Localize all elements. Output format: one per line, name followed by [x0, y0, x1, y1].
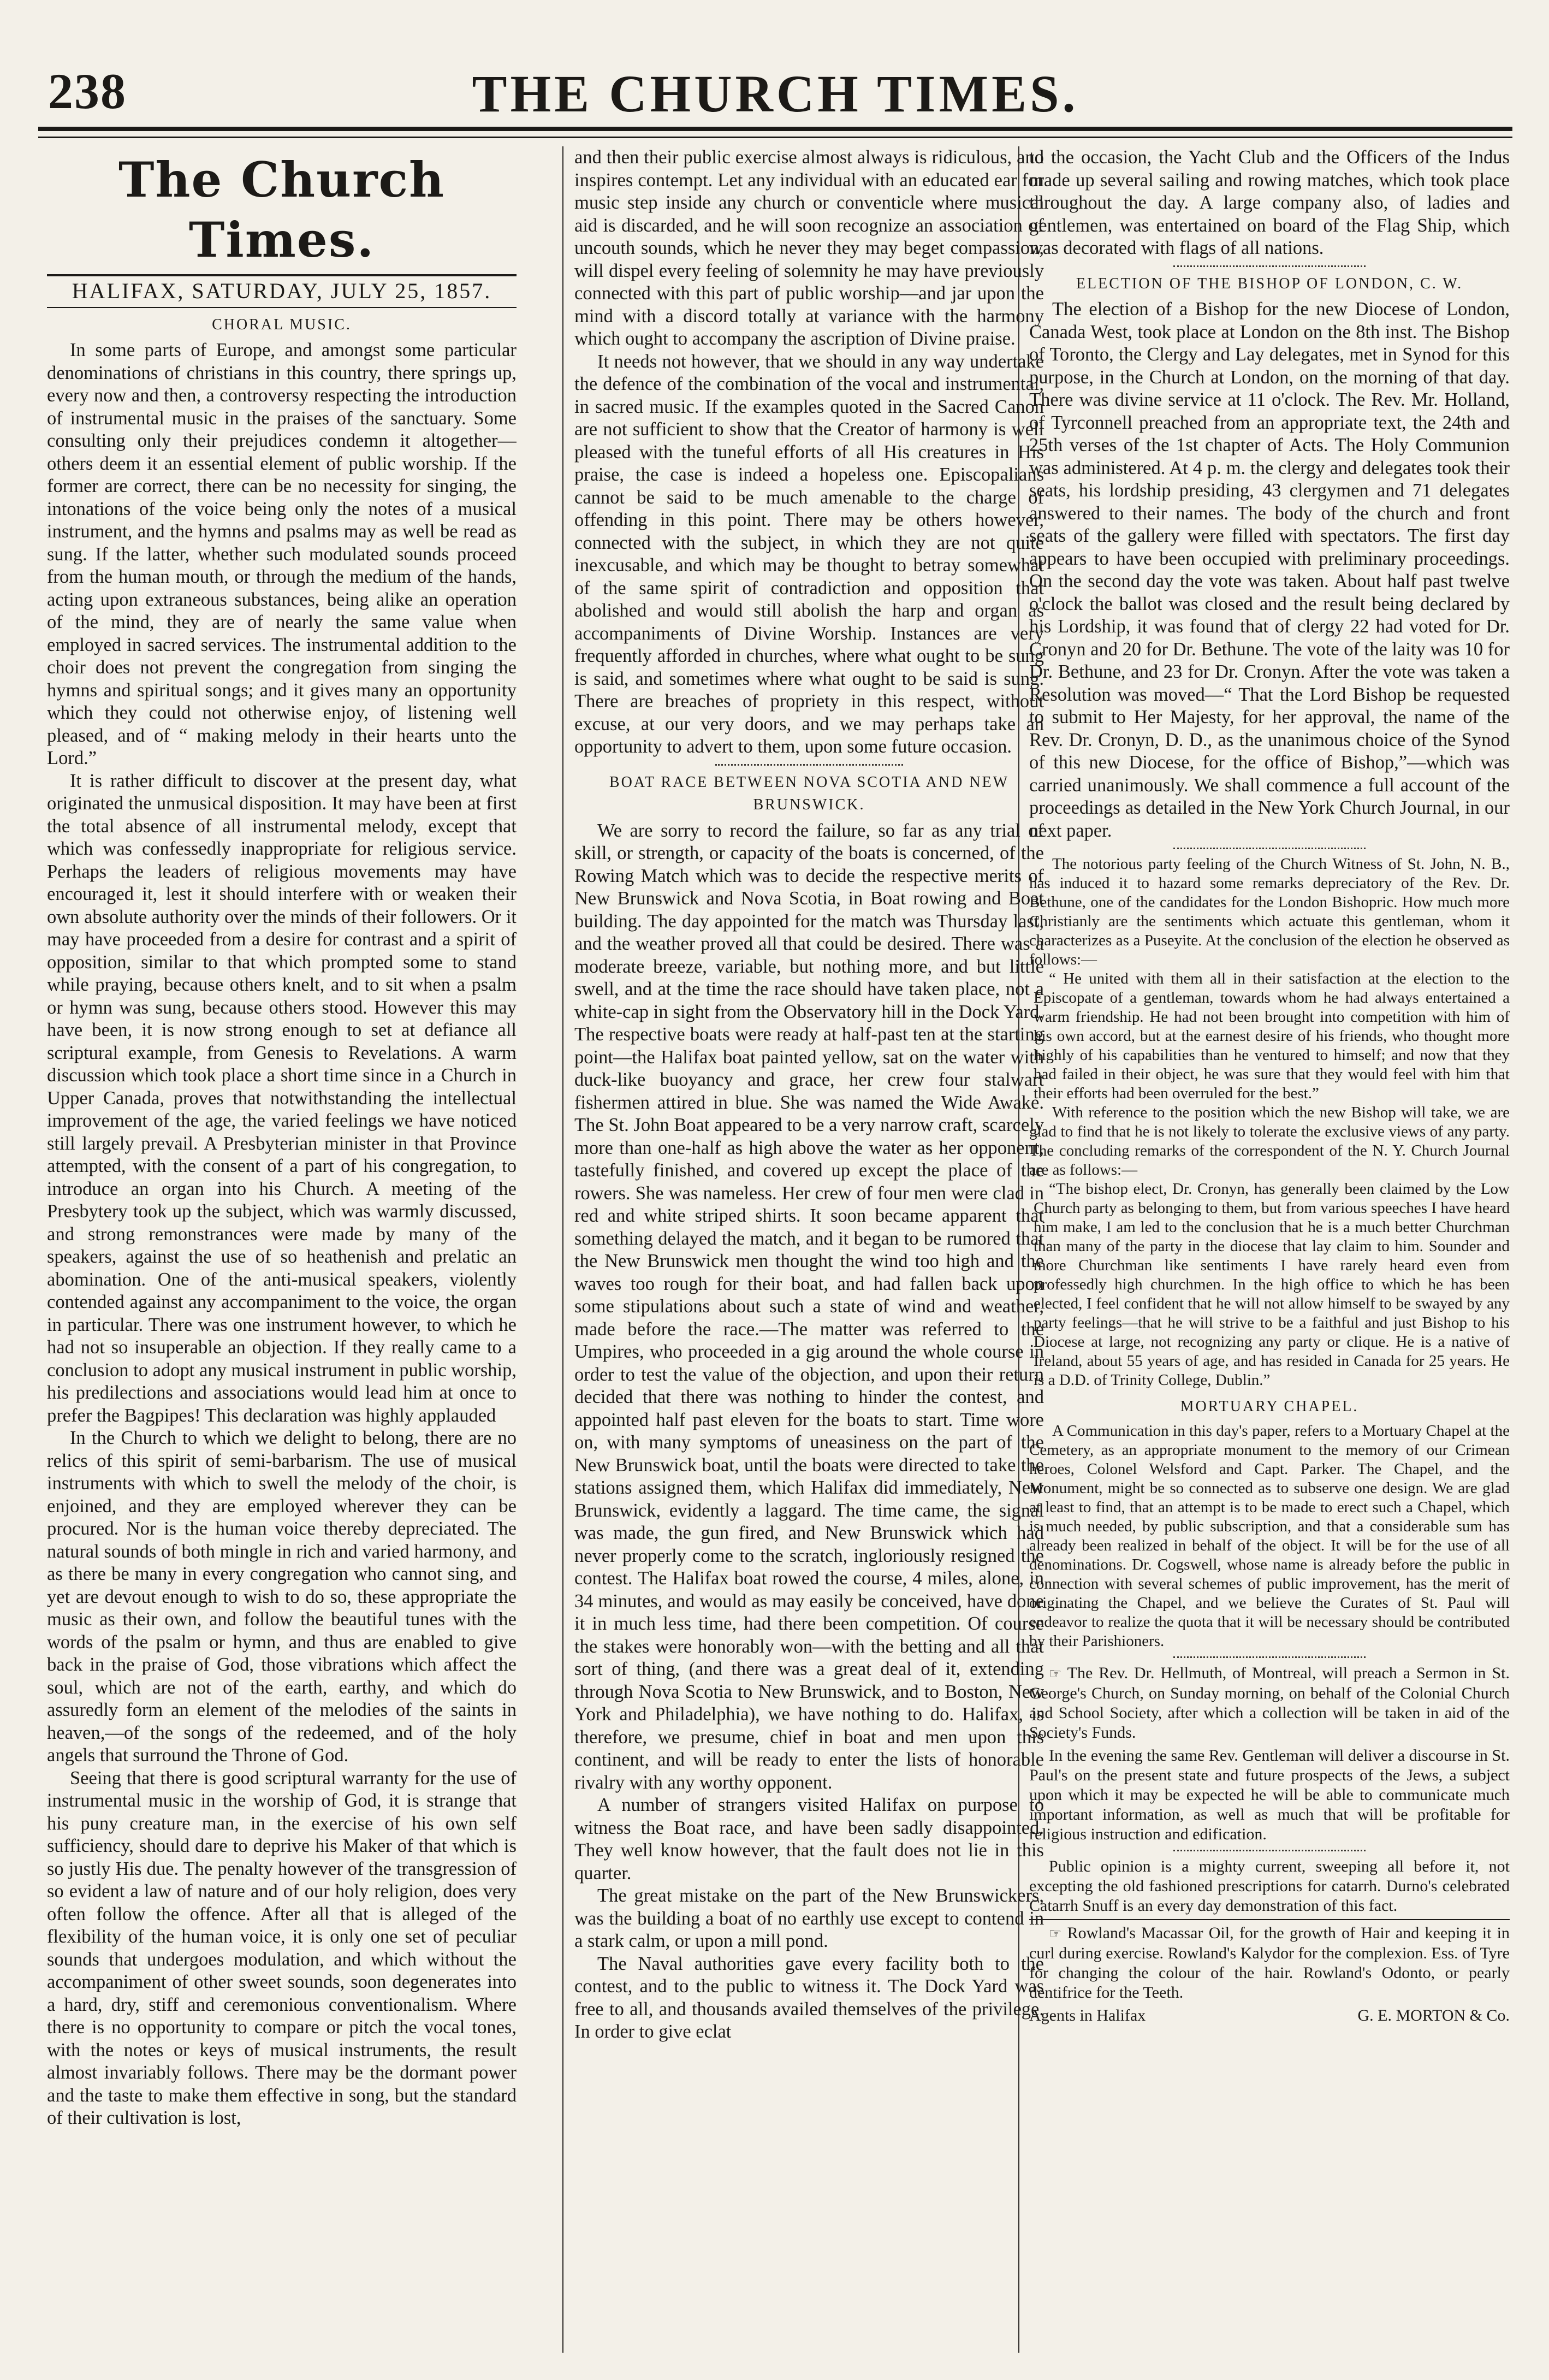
rule	[47, 307, 517, 308]
paragraph: In the Church to which we delight to belong, there are no relics of this spirit of semi-barbarism. The use of musical instruments with which to swell the melody of the choir, is enjoined, and they are employed wherever they can be procured. Nor is the human voice thereby depreciated. The natural sounds of both mingle in rich and varied harmony, and as there be many in every congregation who cannot sing, and yet are devout enough to wish to do so, these appropriate the music as their own, and follow the beautiful tunes with the words of the psalm or hymn, and thus are enabled to give back in the praise of God, those vibrations which affect the soul, which are not of the earth, earthy, and which do assuredly form an element of the melodies of the saints in heaven,—of the songs of the redeemed, and of the holy angels that surround the Throne of God.	[47, 1428, 517, 1766]
paragraph: With reference to the position which the new Bishop will take, we are glad to find that he is not likely to tolerate the exclusive views of any party. The concluding remarks of the correspondent of the N. Y. Church Journal are as follows:—	[1029, 1104, 1510, 1179]
block-quote: “The bishop elect, Dr. Cronyn, has generally been claimed by the Low Church party as belonging to them, but from various speeches I have heard him make, I am led to the conclusion that he is a much better Churchman than many of the party in the diocese that lay claim to him. Sounder and more Churchman like sentiments I have rarely heard even from professedly high churchmen. In the high office to which he has been elected, I feel confident that he will not allow himself to be swayed by any party feelings—that he will strive to be a faithful and just Bishop to his Diocese at large, not recognizing any party or clique. He is a native of Ireland, about 55 years of age, and has resided in Canada for 25 years. He is a D.D. of Trinity College, Dublin.”	[1034, 1180, 1510, 1389]
notice: In the evening the same Rev. Gentleman will deliver a discourse in St. Paul's on the present state and future prospects of the Jews, a subject upon which it may be expected he will be able to communicate much important information, as well as much that will be profitable for religious instruction and edification.	[1029, 1746, 1510, 1843]
pointing-hand-icon: ☞	[1049, 1925, 1062, 1942]
paragraph: The Naval authorities gave every facility both to the contest, and to the public to witness it. The Dock Yard was free to all, and thousands availed themselves of the privilege. In order to give eclat	[574, 1953, 1044, 2042]
section-divider	[1173, 265, 1366, 267]
masthead	[38, 60, 1512, 126]
notice	[1029, 1663, 1510, 1743]
notice: Public opinion is a mighty current, sweeping all before it, not excepting the old fashioned prescriptions for catarrh. Durno's celebrated Catarrh Snuff is an every day demonstration of this fact.	[1029, 1857, 1510, 1915]
paragraph: We are sorry to record the failure, so far as any trial of skill, or strength, or capacity of the boats is concerned, of the Rowing Match which was to decide the respective merits of New Brunswick and Nova Scotia, in Boat rowing and Boat building. The day appointed for the match was Thursday last, and the weather proved all that could be desired. There was a moderate breeze, variable, but nothing more, and but little swell, and at the time the race should have taken place, not a white-cap in sight from the Observatory hill in the Dock Yard. The respective boats were ready at half-past ten at the starting point—the Halifax boat painted yellow, sat on the water with duck-like buoyancy and grace, her crew four stalwart fishermen attired in blue. She was named the Wide Awake. The St. John Boat appeared to be a very narrow craft, scarcely more than one-half as high above the water as her opponent, tastefully finished, and covered up except the place of the rowers. She was nameless. Her crew of four men were clad in red and white striped shirts. It soon became apparent that something delayed the match, and it began to be rumored that the New Brunswick men thought the wind too high and the waves too rough for their boat, and had fallen back upon some stipulations about such a state of wind and weather, made before the race.—The matter was referred to the Umpires, who proceeded in a gig around the whole course in order to test the value of the objection, and upon their return decided that there was nothing to hinder the contest, and appointed half past eleven for the boats to start. Time wore on, with many symptoms of uneasiness on the part of the New Brunswick boat, until the boats were directed to take the stations assigned them, which Halifax did immediately, New Brunswick, evidently a laggard. The time came, the signal was made, the gun fired, and New Brunswick which had never properly come to the scratch, ingloriously resigned the contest. The Halifax boat rowed the course, 4 miles, alone, in 34 minutes, and would as may easily be conceived, have done it in much less time, had there been competition. Of course the stakes were honorably won—with the betting and all that sort of thing, (and there was a great deal of it, extending through Nova Scotia to New Brunswick, and to Boston, New York and Philadelphia), we have nothing to do. Halifax, is therefore, we presume, chief in boat and men upon this continent, and will be ready to enter the lists of honorable rivalry with any worthy opponent.	[574, 820, 1044, 1793]
paper-title: THE CHURCH TIMES.	[472, 64, 1079, 123]
agents-line	[1029, 2006, 1510, 2026]
paragraph: The election of a Bishop for the new Diocese of London, Canada West, took place at London on the 8th inst. The Bishop of Toronto, the Clergy and Lay delegates, met in Synod for this purpose, in the Church at London, on the morning of that day. There was divine service at 11 o'clock. The Rev. Mr. Holland, of Tyrconnell preached from an appropriate text, the 24th and 25th verses of the 1st chapter of Acts. The Holy Communion was administered. At 4 p. m. the clergy and delegates took their seats, his lordship presiding, 43 clergymen and 71 delegates answered to their names. The body of the church and front seats of the gallery were filled with spectators. The first day appears to have been occupied with preliminary proceedings. On the second day the vote was taken. About half past twelve o'clock the ballot was closed and the result being declared by his Lordship, it was found that of clergy 22 had voted for Dr. Cronyn and 20 for Dr. Bethune. The vote of the laity was 10 for Dr. Bethune, and 23 for Dr. Cronyn. After the vote was taken a Resolution was moved—“ That the Lord Bishop be requested to submit to Her Majesty, for her approval, the name of the Rev. Dr. Cronyn, D. D., as the unanimous choice of the Synod of this new Diocese, for the office of Bishop,”—which was carried unanimously. We shall commence a full account of the proceedings as detailed in the New York Church Journal, in our next paper.	[1029, 299, 1510, 841]
agents-label: Agents in Halifax	[1029, 2006, 1146, 2024]
paragraph: In some parts of Europe, and amongst some particular denominations of christians in this country, there springs up, every now and then, a controversy respecting the introduction of instrumental music in the praises of the sanctuary. Some consulting only their prejudices condemn it altogether—others deem it an essential element of public worship. If the former are correct, there can be no necessity for singing, the intonations of the voice being only the notes of a musical instrument, and the hymns and psalms may as well be read as sung. If the latter, whether such modulated sounds proceed from the human mouth, or through the medium of the hands, acting upon extraneous substances, being alike an operation of the mind, they are of nearly the same value when employed in sacred services. The instrumental addition to the choir does not prevent the congregation from singing the hymns and spiritual songs; and it gives many an opportunity which they could not otherwise enjoy, of listening well pleased, and of “ making melody in their hearts unto the Lord.”	[47, 340, 517, 768]
pointing-hand-icon: ☞	[1049, 1665, 1062, 1682]
nameplate: The Church Times.	[118, 151, 445, 268]
section-divider	[1173, 1656, 1366, 1658]
column-divider	[562, 146, 563, 2353]
notice-text: Rowland's Macassar Oil, for the growth of Hair and keeping it in curl during exercise. Rowland's Kalydor for the complexion. Ess. of Tyre for changing the colour of the hair. Rowland's Odonto, or pearly dentifrice for the Teeth.	[1029, 1923, 1510, 2002]
notice-text: The Rev. Dr. Hellmuth, of Montreal, will preach a Sermon in St. George's Church, on Sunday morning, on behalf of the Colonial Church and School Society, after which a collection will be taken in aid of the Society's Funds.	[1029, 1663, 1510, 1742]
paragraph: The notorious party feeling of the Church Witness of St. John, N. B., has induced it to hazard some remarks depreciatory of the Rev. Dr. Bethune, one of the candidates for the London Bishopric. How much more Christianly are the sentiments which actuate this gentleman, whom it characterizes as a Puseyite. At the conclusion of the election he observed as follows:—	[1029, 855, 1510, 968]
section-divider	[1173, 1850, 1366, 1851]
paragraph: and then their public exercise almost always is ridiculous, and inspires contempt. Let any individual with an educated ear for music step inside any church or conventicle where musical aid is discarded, and he will soon recognize an association of uncouth sounds, which he never they may beget compassion, will dispel every feeling of solemnity he may have previously connected with this part of public worship—and jar upon the mind with a discord totally at variance with the harmony which ought to accompany the ascription of Divine praise.	[574, 147, 1044, 349]
column-2	[574, 146, 1044, 2358]
dateline: HALIFAX, SATURDAY, JULY 25, 1857.	[72, 279, 492, 303]
paragraph: A number of strangers visited Halifax on purpose to witness the Boat race, and have been sadly disappointed. They well know however, that the fault does not lie in this quarter.	[574, 1795, 1044, 1884]
article-heading: CHORAL MUSIC.	[212, 316, 352, 333]
article-heading: MORTUARY CHAPEL.	[1180, 1398, 1359, 1415]
article-heading: ELECTION OF THE BISHOP OF LONDON, C. W.	[1076, 275, 1463, 292]
column-3	[1029, 146, 1510, 2358]
section-divider	[1173, 848, 1366, 849]
section-divider	[715, 764, 903, 766]
notice	[1029, 1923, 1510, 2003]
masthead-rule-thin	[38, 137, 1512, 138]
page-number: 238	[48, 63, 127, 119]
rule	[47, 274, 517, 276]
block-quote: “ He united with them all in their satisfaction at the election to the Episcopate of a gentleman, towards whom he had always entertained a warm friendship. He had not been brought into competition with him of his own accord, but at the earnest desire of his friends, who thought more highly of his capabilities than he ventured to himself; and now that they had failed in their object, he was sure that they would feel with him that their efforts had been overruled for the best.”	[1034, 970, 1510, 1102]
paragraph: to the occasion, the Yacht Club and the Officers of the Indus made up several sailing and rowing matches, which took place throughout the day. A large company also, of ladies and gentlemen, was entertained on board of the Flag Ship, which was decorated with flags of all nations.	[1029, 147, 1510, 258]
agents-name: G. E. MORTON & Co.	[1357, 2006, 1510, 2024]
masthead-rule	[38, 127, 1512, 131]
rule	[1029, 1919, 1510, 1920]
paragraph: A Communication in this day's paper, refers to a Mortuary Chapel at the Cemetery, as an appropriate monument to the memory of our Crimean heroes, Colonel Welsford and Capt. Parker. The Chapel, and the Monument, might be so connected as to subserve one design. We are glad at least to find, that an attempt is to be made to erect such a Chapel, which is much needed, by public subscription, and that a considerable sum has already been realized in behalf of the object. It will be for the use of all denominations. Dr. Cogswell, whose name is already before the public in connection with several schemes of public improvement, has the merit of originating the Chapel, and we believe the Curates of St. Paul will endeavor to realize the quota that it will be necessary should be contributed by their Parishioners.	[1029, 1422, 1510, 1650]
paragraph: Seeing that there is good scriptural warranty for the use of instrumental music in the worship of God, it is strange that his puny creature man, in the exercise of his own self sufficiency, should dare to deprive his Maker of that which is so justly His due. The penalty however of the transgression of so evident a law of nature and of our holy religion, does very often follow the offence. After all that is alleged of the flexibility of the human voice, it is only one set of peculiar sounds that undergoes modulation, and which without the accompaniment of other sweet sounds, soon degenerates into a hard, dry, stiff and ceremonious conventionalism. Where there is no opportunity to compare or pitch the vocal tones, with the notes or keys of musical instruments, the result almost invariably follows. There may be the dormant power and the taste to make them effective in song, but the standard of their cultivation is lost,	[47, 1767, 517, 2128]
column-1	[47, 146, 517, 2358]
article-heading: BOAT RACE BETWEEN NOVA SCOTIA AND NEW BRUNSWICK.	[609, 773, 1010, 813]
paragraph: It is rather difficult to discover at the present day, what originated the unmusical disposition. It may have been at first the total absence of all instrumental melody, except that which was confessedly inappropriate for religious service. Perhaps the leaders of religious movements may have encouraged it, lest it should interfere with or weaken their own absolute authority over the minds of their followers. Or it may have proceeded from a desire for contrast and a spirit of opposition, similar to that which prompted some to stand while praying, because others knelt, and to sit when a psalm or hymn was sung, because others stood. However this may have been, it is now strong enough to set at defiance all scriptural example, from Genesis to Revelations. A warm discussion which took place a short time since in a Church in Upper Canada, proves that notwithstanding the intellectual improvement of the age, the varied feelings we have noticed still largely prevail. A Presbyterian minister in that Province attempted, with the consent of a part of his congregation, to introduce an organ into his Church. A meeting of the Presbytery took up the subject, which was warmly discussed, and strong remonstrances were made by many of the speakers, against the use of so heathenish and prelatic an abomination. One of the anti-musical speakers, violently contended against any accompaniment to the voice, the organ in particular. There was one instrument however, to which he had not so insuperable an objection. If they really came to a conclusion to adopt any musical instrument in public worship, his predilections and associations would lead him at once to prefer the Bagpipes! This declaration was highly applauded	[47, 770, 517, 1426]
paragraph: It needs not however, that we should in any way undertake the defence of the combination of the vocal and instrumental, in sacred music. If the examples quoted in the Sacred Canon are not sufficient to show that the Creator of harmony is well pleased with the tuneful efforts of all His creatures in His praise, the case is indeed a hopeless one. Episcopalians cannot be said to be much amenable to the charge of offending in this point. There may be others however, connected with the subject, in which they are not quite inexcusable, and which may be thought to betray somewhat of the same spirit of contradiction and opposition that abolished and would still abolish the harp and organ as accompaniments of Divine Worship. Instances are very frequently afforded in churches, where what ought to be sung is said, and sometimes where what ought to be said is sung. There are breaches of propriety in this respect, without excuse, at our very doors, and we may perhaps take an opportunity to advert to them, upon some future occasion.	[574, 351, 1044, 757]
paragraph: The great mistake on the part of the New Brunswickers, was the building a boat of no earthly use except to contend in a stark calm, or upon a mill pond.	[574, 1885, 1044, 1951]
